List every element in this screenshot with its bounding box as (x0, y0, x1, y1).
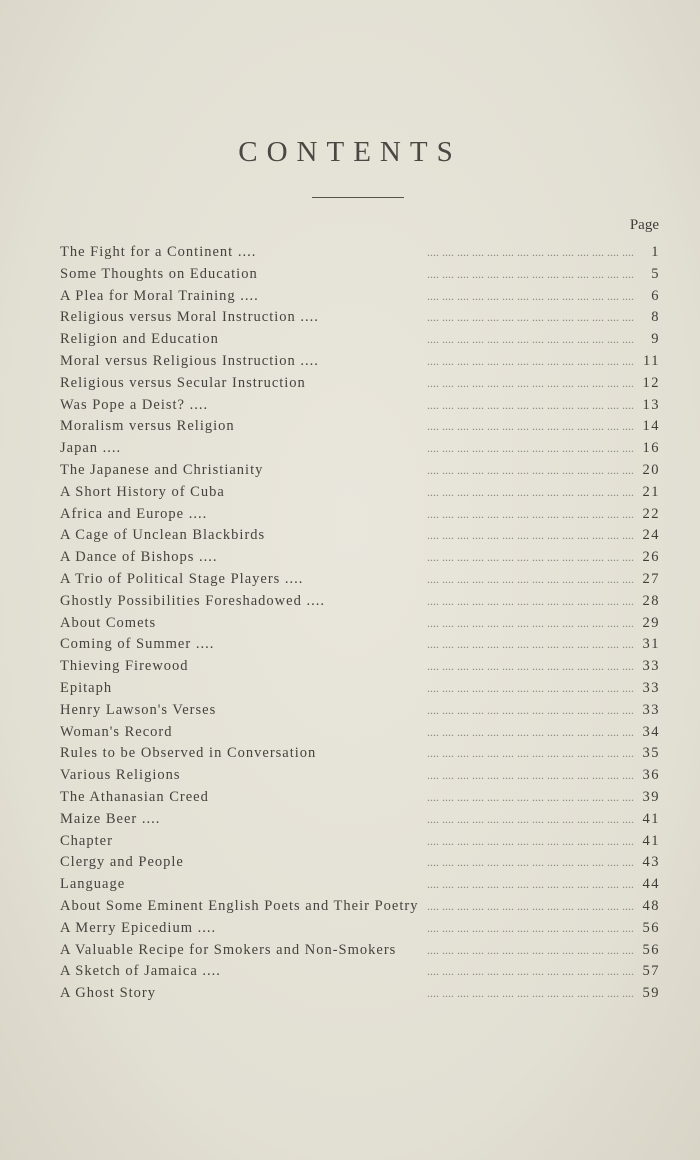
toc-entry (60, 983, 660, 1005)
dot-leader: .... .... .... .... .... .... .... .... .... .... .... .... .... .... (427, 462, 634, 477)
toc-entry-title: Moral versus Religious Instruction .... (60, 352, 319, 369)
toc-entry (60, 831, 660, 853)
toc-entry-title: Ghostly Possibilities Foreshadowed .... (60, 592, 325, 609)
dot-leader: .... .... .... .... .... .... .... .... .... .... .... .... .... .... (427, 833, 634, 848)
toc-entry-page: 39 (642, 788, 660, 805)
toc-entry-page: 33 (642, 679, 660, 696)
dot-leader: .... .... .... .... .... .... .... .... .... .... .... .... .... .... (427, 506, 634, 521)
toc-entry (60, 242, 660, 264)
toc-entry (60, 634, 660, 656)
toc-entry-page: 36 (642, 767, 660, 784)
toc-entry-title: A Merry Epicedium .... (60, 919, 217, 936)
toc-entry (60, 591, 660, 613)
toc-entry (60, 329, 660, 351)
toc-entry (60, 678, 660, 700)
dot-leader: .... .... .... .... .... .... .... .... .... .... .... .... .... .... (427, 310, 634, 325)
toc-entry-title: About Comets (60, 614, 157, 631)
dot-leader: .... .... .... .... .... .... .... .... .... .... .... .... .... .... (427, 245, 634, 259)
dot-leader: .... .... .... .... .... .... .... .... .... .... .... .... .... .... (427, 877, 634, 892)
toc-entry-title: Coming of Summer .... (60, 636, 215, 653)
toc-entry (60, 613, 660, 635)
dot-leader: .... .... .... .... .... .... .... .... .... .... .... .... .... .... (427, 637, 634, 652)
toc-entry (60, 874, 660, 896)
toc-entry-page: 24 (642, 527, 660, 544)
toc-entry-title: Clergy and People (60, 854, 184, 871)
toc-entry (60, 852, 660, 874)
toc-entry (60, 416, 660, 438)
dot-leader: .... .... .... .... .... .... .... .... .... .... .... .... .... .... (427, 811, 634, 826)
toc-entry (60, 722, 660, 744)
toc-entry-title: The Fight for a Continent .... (60, 244, 257, 260)
toc-entry (60, 307, 660, 329)
toc-entry (60, 787, 660, 809)
toc-entry (60, 395, 660, 417)
toc-entry-page: 9 (651, 331, 660, 348)
dot-leader: .... .... .... .... .... .... .... .... .... .... .... .... .... .... (427, 484, 634, 499)
toc-entry-title: Woman's Record (60, 723, 173, 740)
toc-entry-page: 5 (651, 265, 660, 282)
toc-entry (60, 743, 660, 765)
toc-entry-page: 20 (642, 461, 660, 478)
toc-entry-page: 14 (642, 418, 660, 435)
toc-entry-title: About Some Eminent English Poets and Their Poetry (60, 897, 419, 914)
toc-entry (60, 809, 660, 831)
toc-entry-page: 56 (642, 919, 660, 936)
toc-entry (60, 482, 660, 504)
toc-entry-page: 33 (642, 701, 660, 718)
toc-entry-page: 6 (651, 287, 660, 304)
dot-leader: .... .... .... .... .... .... .... .... .... .... .... .... .... .... (427, 920, 634, 935)
toc-entry-title: The Athanasian Creed (60, 788, 209, 805)
table-of-contents (60, 242, 660, 1005)
dot-leader: .... .... .... .... .... .... .... .... .... .... .... .... .... .... (427, 593, 634, 608)
toc-entry (60, 896, 660, 918)
dot-leader: .... .... .... .... .... .... .... .... .... .... .... .... .... .... (427, 571, 634, 586)
toc-entry-page: 26 (642, 549, 660, 566)
toc-entry-title: Thieving Firewood (60, 658, 189, 675)
toc-entry-page: 43 (642, 854, 660, 871)
toc-entry-title: A Trio of Political Stage Players .... (60, 570, 304, 587)
dot-leader: .... .... .... .... .... .... .... .... .... .... .... .... .... .... (427, 375, 634, 390)
dot-leader: .... .... .... .... .... .... .... .... .... .... .... .... .... .... (427, 702, 634, 717)
toc-entry-page: 35 (642, 745, 660, 762)
toc-entry-page: 16 (642, 440, 660, 457)
dot-leader: .... .... .... .... .... .... .... .... .... .... .... .... .... .... (427, 332, 634, 347)
toc-entry-title: Religious versus Secular Instruction (60, 374, 306, 391)
toc-entry-title: Maize Beer .... (60, 810, 161, 827)
dot-leader: .... .... .... .... .... .... .... .... .... .... .... .... .... .... (427, 288, 634, 303)
toc-entry (60, 373, 660, 395)
toc-entry-title: Religion and Education (60, 331, 219, 348)
dot-leader: .... .... .... .... .... .... .... .... .... .... .... .... .... .... (427, 855, 634, 870)
title-underline (312, 197, 404, 198)
dot-leader: .... .... .... .... .... .... .... .... .... .... .... .... .... .... (427, 986, 634, 1001)
toc-entry-page: 27 (642, 570, 660, 587)
toc-entry (60, 525, 660, 547)
toc-entry-page: 22 (642, 505, 660, 522)
toc-entry (60, 961, 660, 983)
toc-entry (60, 940, 660, 962)
dot-leader: .... .... .... .... .... .... .... .... .... .... .... .... .... .... (427, 397, 634, 412)
toc-entry-title: A Cage of Unclean Blackbirds (60, 527, 266, 544)
toc-entry (60, 569, 660, 591)
dot-leader: .... .... .... .... .... .... .... .... .... .... .... .... .... .... (427, 659, 634, 674)
toc-entry-page: 34 (642, 723, 660, 740)
toc-entry (60, 351, 660, 373)
dot-leader: .... .... .... .... .... .... .... .... .... .... .... .... .... .... (427, 768, 634, 783)
toc-entry (60, 918, 660, 940)
toc-entry-title: A Valuable Recipe for Smokers and Non-Smokers (60, 941, 397, 958)
dot-leader: .... .... .... .... .... .... .... .... .... .... .... .... .... .... (427, 353, 634, 368)
toc-entry-page: 11 (643, 352, 660, 369)
toc-entry-title: A Short History of Cuba (60, 483, 225, 500)
toc-entry-page: 59 (642, 985, 660, 1002)
toc-entry-title: Some Thoughts on Education (60, 265, 258, 282)
dot-leader: .... .... .... .... .... .... .... .... .... .... .... .... .... .... (427, 680, 634, 695)
toc-entry-page: 41 (642, 832, 660, 849)
dot-leader: .... .... .... .... .... .... .... .... .... .... .... .... .... .... (427, 419, 634, 434)
toc-entry-title: Epitaph (60, 679, 113, 696)
toc-entry-title: Various Religions (60, 767, 181, 784)
toc-entry-title: Religious versus Moral Instruction .... (60, 309, 319, 326)
dot-leader: .... .... .... .... .... .... .... .... .... .... .... .... .... .... (427, 898, 634, 913)
toc-entry-title: Japan .... (60, 440, 122, 457)
toc-entry-page: 1 (651, 244, 660, 260)
toc-entry-title: A Dance of Bishops .... (60, 549, 218, 566)
dot-leader: .... .... .... .... .... .... .... .... .... .... .... .... .... .... (427, 724, 634, 739)
toc-entry-page: 12 (642, 374, 660, 391)
toc-entry-page: 13 (642, 396, 660, 413)
page-title: CONTENTS (238, 136, 462, 168)
toc-entry-title: The Japanese and Christianity (60, 461, 264, 478)
toc-entry-page: 29 (642, 614, 660, 631)
toc-entry-title: Africa and Europe .... (60, 505, 208, 522)
toc-entry-page: 33 (642, 658, 660, 675)
dot-leader: .... .... .... .... .... .... .... .... .... .... .... .... .... .... (427, 528, 634, 543)
toc-entry-page: 21 (642, 483, 660, 500)
toc-entry (60, 264, 660, 286)
toc-entry-title: A Ghost Story (60, 985, 156, 1002)
toc-entry-page: 8 (651, 309, 660, 326)
toc-entry-title: A Plea for Moral Training .... (60, 287, 259, 304)
toc-entry-page: 28 (642, 592, 660, 609)
dot-leader: .... .... .... .... .... .... .... .... .... .... .... .... .... .... (427, 266, 634, 281)
dot-leader: .... .... .... .... .... .... .... .... .... .... .... .... .... .... (427, 615, 634, 630)
toc-entry-page: 48 (642, 897, 660, 914)
toc-entry-page: 31 (642, 636, 660, 653)
page-column-header: Page (629, 217, 659, 233)
toc-entry (60, 765, 660, 787)
toc-entry (60, 547, 660, 569)
toc-entry-title: Moralism versus Religion (60, 418, 235, 435)
toc-entry-title: Language (60, 876, 126, 893)
toc-entry-title: Was Pope a Deist? .... (60, 396, 209, 413)
toc-entry-page: 41 (642, 810, 660, 827)
toc-entry (60, 656, 660, 678)
toc-entry (60, 504, 660, 526)
toc-entry-title: Chapter (60, 832, 113, 849)
dot-leader: .... .... .... .... .... .... .... .... .... .... .... .... .... .... (427, 964, 634, 979)
toc-entry (60, 438, 660, 460)
toc-entry-page: 57 (642, 963, 660, 980)
dot-leader: .... .... .... .... .... .... .... .... .... .... .... .... .... .... (427, 550, 634, 565)
toc-entry (60, 460, 660, 482)
toc-entry (60, 700, 660, 722)
dot-leader: .... .... .... .... .... .... .... .... .... .... .... .... .... .... (427, 942, 634, 957)
toc-entry (60, 286, 660, 308)
toc-entry-title: Rules to be Observed in Conversation (60, 745, 317, 762)
toc-entry-title: Henry Lawson's Verses (60, 701, 217, 718)
dot-leader: .... .... .... .... .... .... .... .... .... .... .... .... .... .... (427, 441, 634, 456)
toc-entry-title: A Sketch of Jamaica .... (60, 963, 221, 980)
dot-leader: .... .... .... .... .... .... .... .... .... .... .... .... .... .... (427, 789, 634, 804)
toc-entry-page: 44 (642, 876, 660, 893)
dot-leader: .... .... .... .... .... .... .... .... .... .... .... .... .... .... (427, 746, 634, 761)
toc-entry-page: 56 (642, 941, 660, 958)
